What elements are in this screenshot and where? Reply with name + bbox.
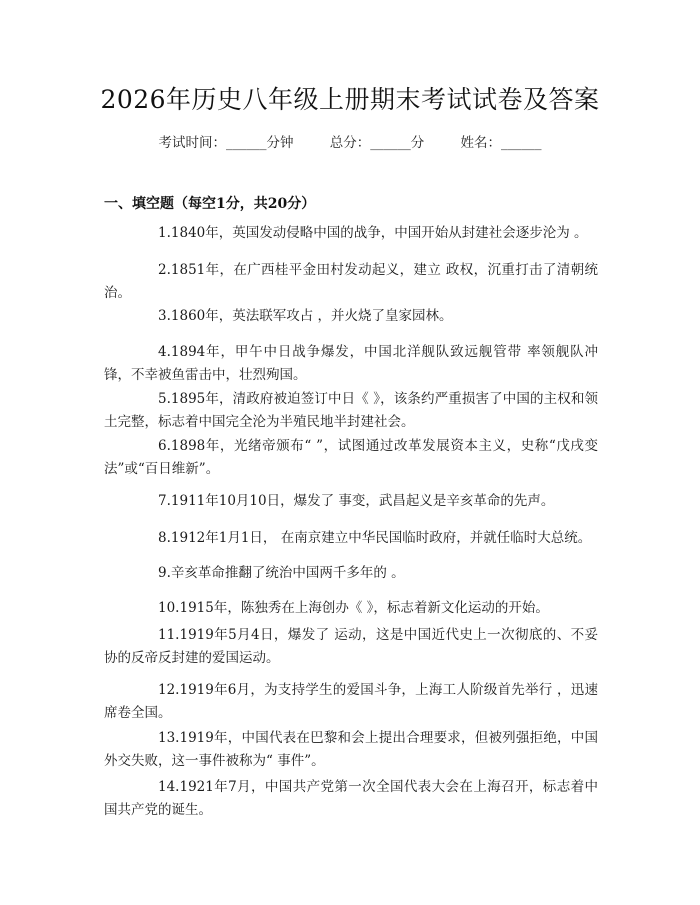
question-item: [104, 527, 598, 550]
question-number: 12.: [158, 682, 180, 698]
question-number: 14.: [158, 779, 180, 795]
document-title: 2026年历史八年级上册期末考试试卷及答案: [100, 85, 600, 114]
question-text: 1911年10月10日，爆发了 事变，武昌起义是辛亥革命的先声。: [170, 493, 555, 509]
question-text: 1919年，中国代表在巴黎和会上提出合理要求，但被列强拒绝，中国外交失败，这一事件被称为“ 事件”。: [104, 730, 598, 769]
question-item: [104, 727, 598, 773]
question-number: 10.: [158, 600, 180, 616]
question-number: 3.: [158, 308, 171, 324]
student-name-field: 姓名：______: [460, 135, 542, 151]
question-item: [104, 490, 598, 513]
question-number: 13.: [158, 730, 180, 746]
question-text: 1851年，在广西桂平金田村发动起义，建立 政权，沉重打击了清朝统治。: [104, 262, 598, 301]
exam-info-line: [0, 131, 700, 151]
question-text: 1915年，陈独秀在上海创办《 》，标志着新文化运动的开始。: [179, 600, 549, 616]
question-text: 1898年，光绪帝颁布“ ”，试图通过改革发展资本主义，史称“戊戌变法”或“百日维新”。: [104, 438, 598, 477]
question-text: 1921年7月，中国共产党第一次全国代表大会在上海召开，标志着中国共产党的诞生。: [104, 779, 598, 818]
total-score-field: 总分：______分: [329, 135, 425, 151]
question-item: [104, 435, 598, 481]
question-number: 9.: [158, 565, 171, 581]
question-text: 1895年，清政府被迫签订中日《 》，该条约严重损害了中国的主权和领土完整，标志着中国完全沦为半殖民地半封建社会。: [104, 391, 598, 430]
question-text: 1894年，甲午中日战争爆发，中国北洋舰队致远舰管带 率领舰队冲锋，不幸被鱼雷击中，壮烈殉国。: [104, 344, 598, 383]
question-item: [104, 776, 598, 822]
section-heading-fill-in-blank: 一、填空题（每空1分，共20分）: [104, 196, 316, 212]
question-text: 1919年5月4日，爆发了 运动，这是中国近代史上一次彻底的、不妥协的反帝反封建的爱国运动。: [104, 627, 598, 666]
question-number: 5.: [158, 391, 171, 407]
question-item: [104, 259, 598, 305]
question-number: 4.: [158, 344, 171, 360]
question-number: 7.: [158, 493, 171, 509]
question-number: 1.: [158, 225, 171, 241]
question-number: 2.: [158, 262, 171, 278]
question-item: [104, 624, 598, 670]
question-text: 1912年1月1日， 在南京建立中华民国临时政府，并就任临时大总统。: [170, 530, 592, 546]
question-item: [104, 562, 598, 585]
question-item: [104, 222, 598, 245]
question-item: [104, 679, 598, 725]
question-item: [104, 341, 598, 387]
question-item: [104, 305, 598, 328]
question-text: 1860年，英法联军攻占 ，并火烧了皇家园林。: [170, 308, 453, 324]
question-text: 辛亥革命推翻了统治中国两千多年的 。: [170, 565, 405, 581]
question-item: [104, 597, 598, 620]
question-text: 1919年6月，为支持学生的爱国斗争，上海工人阶级首先举行 ，迅速席卷全国。: [104, 682, 598, 721]
question-text: 1840年，英国发动侵略中国的战争，中国开始从封建社会逐步沦为 。: [170, 225, 588, 241]
question-number: 6.: [158, 438, 171, 454]
question-item: [104, 388, 598, 434]
exam-time-field: 考试时间：______分钟: [158, 135, 294, 151]
question-number: 11.: [158, 627, 180, 643]
question-number: 8.: [158, 530, 171, 546]
